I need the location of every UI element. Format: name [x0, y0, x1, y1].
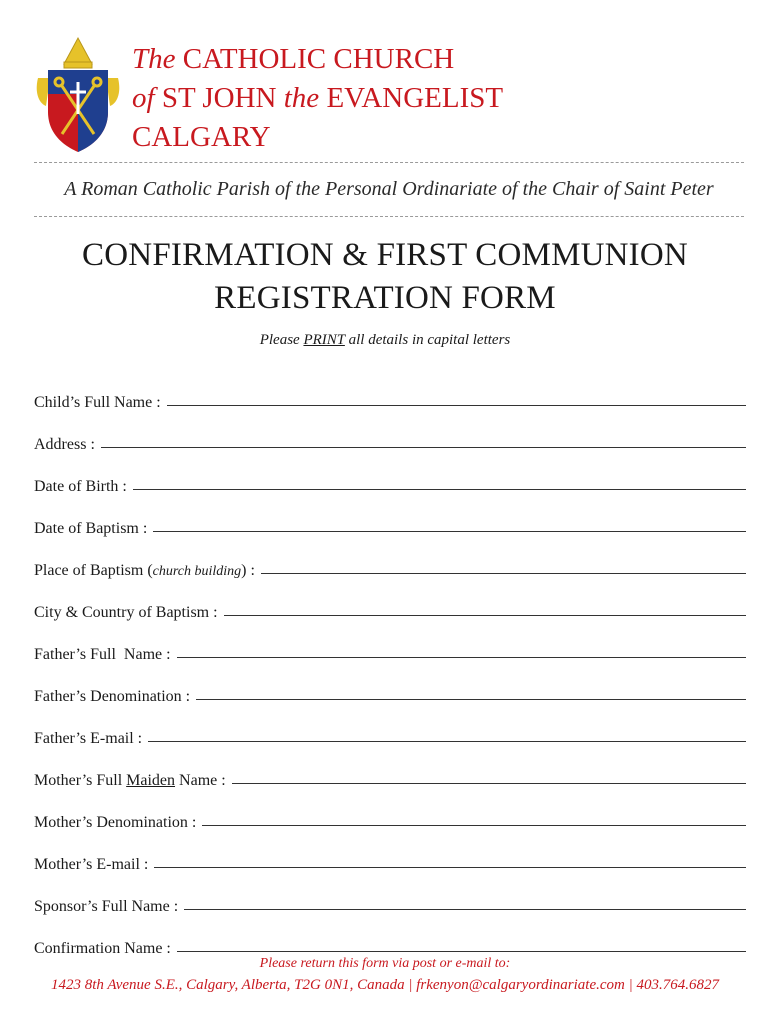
field-label: Father’s Denomination :: [34, 688, 191, 705]
field-address: [34, 412, 746, 454]
form-title-line1: CONFIRMATION & FIRST COMMUNION: [82, 237, 688, 273]
field-label: Date of Baptism :: [34, 520, 148, 537]
field-child-full-name: [34, 370, 746, 412]
input-line[interactable]: [167, 404, 746, 406]
input-line[interactable]: [202, 824, 746, 826]
field-place-of-baptism: [34, 538, 746, 580]
return-instruction: Please return this form via post or e-mail to:: [259, 956, 511, 971]
contact-address: 1423 8th Avenue S.E., Calgary, Alberta, T2G 0N1, Canada | frkenyon@calgaryordinariate.com | 403.764.6827: [51, 977, 719, 993]
input-line[interactable]: [153, 530, 746, 532]
field-label: Confirmation Name :: [34, 940, 171, 957]
divider-bottom: [34, 216, 744, 217]
field-date-of-baptism: [34, 496, 746, 538]
input-line[interactable]: [232, 782, 746, 784]
input-line[interactable]: [101, 446, 746, 448]
field-label: Mother’s Denomination :: [34, 814, 197, 831]
church-name-line2: of ST JOHN the EVANGELIST: [132, 82, 504, 114]
letterhead: [34, 34, 744, 154]
field-label: Mother’s Full Maiden Name :: [34, 772, 226, 789]
field-father-full-name: [34, 622, 746, 664]
input-line[interactable]: [177, 656, 746, 658]
church-name: [132, 40, 503, 157]
form-fields: [34, 370, 746, 958]
field-confirmation-name: [34, 916, 746, 958]
parish-subtitle: A Roman Catholic Parish of the Personal Ordinariate of the Chair of Saint Peter: [64, 178, 714, 200]
church-name-line3: CALGARY: [132, 121, 271, 153]
field-mother-email: [34, 832, 746, 874]
input-line[interactable]: [196, 698, 746, 700]
form-title: [0, 234, 770, 320]
input-line[interactable]: [133, 488, 746, 490]
input-line[interactable]: [184, 908, 746, 910]
form-title-line2: REGISTRATION FORM: [214, 280, 556, 316]
church-name-line1: The CATHOLIC CHURCH: [132, 43, 455, 75]
input-line[interactable]: [261, 572, 746, 574]
field-sponsor-full-name: [34, 874, 746, 916]
field-label: Father’s Full Name :: [34, 646, 171, 663]
field-city-country-of-baptism: [34, 580, 746, 622]
field-label: Sponsor’s Full Name :: [34, 898, 179, 915]
input-line[interactable]: [177, 950, 746, 952]
field-mother-denomination: [34, 790, 746, 832]
coat-of-arms-icon: [34, 34, 122, 154]
field-label: Mother’s E-mail :: [34, 856, 149, 873]
divider-top: [34, 162, 744, 163]
field-label: Address :: [34, 436, 95, 453]
field-father-denomination: [34, 664, 746, 706]
field-label: Father’s E-mail :: [34, 730, 143, 747]
input-line[interactable]: [148, 740, 746, 742]
field-label: Child’s Full Name :: [34, 394, 161, 411]
input-line[interactable]: [154, 866, 746, 868]
field-father-email: [34, 706, 746, 748]
field-mother-maiden-name: [34, 748, 746, 790]
field-label: City & Country of Baptism :: [34, 604, 218, 621]
field-label: Place of Baptism (church building) :: [34, 562, 255, 579]
input-line[interactable]: [224, 614, 746, 616]
field-date-of-birth: [34, 454, 746, 496]
form-instruction: Please PRINT all details in capital letters: [259, 332, 511, 348]
field-label: Date of Birth :: [34, 478, 127, 495]
